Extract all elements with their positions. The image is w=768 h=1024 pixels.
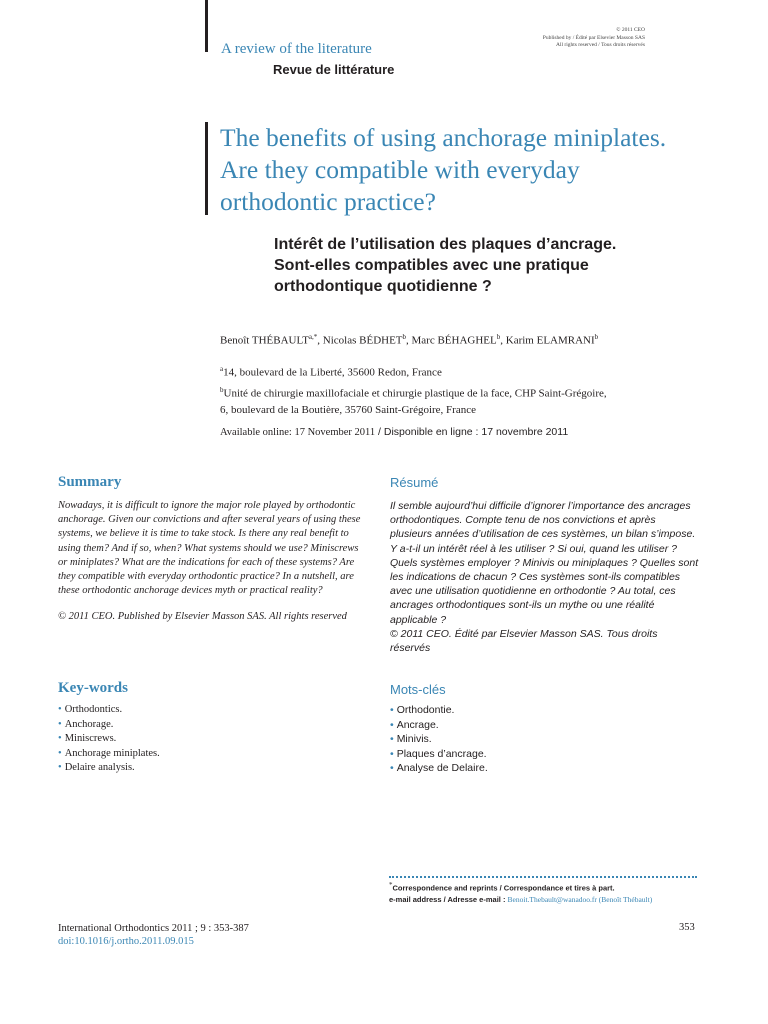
keyword-item (58, 761, 160, 776)
author-name: Karim ELAMRANI (505, 334, 595, 347)
keyword-item (390, 703, 488, 718)
available-online-en: Available online: 17 November 2011 (220, 427, 376, 438)
summary-text: Nowadays, it is difficult to ignore the major role played by orthodontic anchorage. Given our convictions and after several years of using these systems, we believe it is time to take stock. Is there any real benefit to using them? And if so, when? What systems should we use? Miniscrews or miniplates? What are the indications for each of these systems? Are they compatible with everyday orthodontic practice? In a nutshell, are these orthodontic anchorage devices myth or practical reality? (58, 500, 361, 597)
author-affiliation-mark: a,* (308, 333, 318, 341)
section-label-en: A review of the literature (221, 41, 372, 57)
journal-citation: International Orthodontics 2011 ; 9 : 353-387 (58, 923, 249, 934)
bullet-icon: • (390, 733, 394, 745)
title-en-line: Are they compatible with everyday (220, 155, 580, 184)
keyword-item (58, 732, 160, 747)
header-rule-title (205, 122, 208, 215)
keyword-text: Delaire analysis. (64, 762, 135, 773)
correspondence-email-line (389, 894, 652, 905)
bullet-icon: • (58, 747, 62, 759)
keyword-item (58, 747, 160, 762)
keyword-text: Ancrage. (396, 718, 439, 731)
email-label: e-mail address / Adresse e-mail : (389, 894, 508, 904)
author-separator: , (406, 334, 412, 347)
resume-text: Il semble aujourd’hui difficile d’ignorer l’importance des ancrages orthodontiques. Compte tenu de nos convictions et après plusieurs années d’utilisation de ces systèmes, un bilan s’impose. Y a-t-il un intérêt réel à les utiliser ? Si oui, quand les utiliser ? Quels systèmes employer ? Minivis ou miniplaques ? Quelles sont les indications de chacun ? Ces systèmes sont-ils compatibles avec une utilisation quotidienne en orthodontie ? Au total, ces ancrages orthodontiques sont-ils un mythe ou une réalité applicable ? (390, 500, 699, 626)
publisher-rights: All rights reserved / Tous droits réservés (555, 42, 645, 48)
keyword-text: Plaques d’ancrage. (396, 747, 487, 760)
summary-body (58, 499, 370, 625)
resume-copyright: © 2011 CEO. Édité par Elsevier Masson SAS. Tous droits réservés (390, 627, 658, 655)
publisher-copyright: © 2011 CEO (616, 27, 645, 33)
publisher-name: Published by / Édité par Elsevier Masson SAS (542, 34, 645, 41)
correspondence-text: Correspondence and reprints / Correspondance et tires à part. (392, 883, 615, 893)
page-number: 353 (679, 922, 695, 933)
keyword-text: Minivis. (396, 733, 432, 745)
article-title-en (220, 122, 740, 218)
author-separator: , (317, 334, 323, 347)
keyword-text: Anchorage. (64, 718, 114, 730)
keyword-item (390, 761, 488, 776)
section-label-fr: Revue de littérature (273, 62, 395, 77)
publisher-info (500, 27, 645, 50)
keywords-list-fr (390, 703, 488, 776)
affiliation-mark: b (220, 385, 224, 394)
footnote-star: * (389, 881, 393, 889)
keyword-text: Analyse de Delaire. (396, 762, 488, 774)
author-name: Benoît THÉBAULT (220, 334, 309, 347)
bullet-icon: • (390, 747, 394, 760)
resume-heading: Résumé (390, 475, 439, 490)
author-list (220, 333, 598, 347)
bullet-icon: • (58, 762, 62, 773)
title-en-line: orthodontic practice? (220, 187, 436, 216)
email-author-name: (Benoît Thébault) (596, 894, 653, 904)
keyword-item (390, 732, 488, 747)
keyword-text: Anchorage miniplates. (64, 747, 160, 759)
keyword-item (58, 703, 160, 718)
keyword-text: Miniscrews. (64, 733, 117, 744)
bullet-icon: • (390, 718, 394, 731)
bullet-icon: • (390, 762, 394, 774)
title-en-line: The benefits of using anchorage miniplates. (220, 123, 667, 152)
affiliation-b-address: 6, boulevard de la Boutière, 35760 Saint-Grégoire, France (220, 404, 476, 417)
correspondence-note (389, 880, 652, 905)
doi-link[interactable]: doi:10.1016/j.ortho.2011.09.015 (58, 936, 194, 947)
author-separator: , (500, 334, 506, 347)
affiliation-text: 14, boulevard de la Liberté, 35600 Redon, France (223, 366, 442, 379)
keyword-text: Orthodontics. (64, 704, 123, 715)
available-online (220, 426, 568, 438)
affiliations (220, 361, 607, 419)
affiliation-b (220, 382, 607, 403)
bullet-icon: • (58, 704, 62, 715)
summary-copyright: © 2011 CEO. Published by Elsevier Masson SAS. All rights reserved (58, 611, 347, 623)
keywords-heading-en: Key-words (58, 680, 128, 696)
article-title-fr (274, 234, 714, 297)
email-link[interactable]: Benoit.Thebault@wanadoo.fr (507, 894, 597, 904)
keywords-heading-fr: Mots-clés (390, 682, 446, 697)
affiliation-mark: a (220, 365, 224, 373)
footnote-divider (389, 876, 697, 878)
affiliation-text: Unité de chirurgie maxillofaciale et chirurgie plastique de la face, CHP Saint-Grégoire, (223, 387, 607, 400)
correspondence-label (389, 880, 652, 894)
author-name: Marc BÉHAGHEL (411, 334, 497, 347)
affiliation-a (220, 361, 607, 382)
keyword-text: Orthodontie. (396, 704, 455, 716)
author-affiliation-mark: b (496, 333, 501, 341)
bullet-icon: • (390, 704, 394, 716)
keyword-item (390, 747, 488, 762)
title-fr-line: orthodontique quotidienne ? (274, 278, 492, 295)
title-fr-line: Intérêt de l’utilisation des plaques d’ancrage. (274, 236, 617, 253)
keywords-list-en (58, 703, 160, 776)
bullet-icon: • (58, 733, 62, 744)
journal-footer (58, 922, 249, 948)
keyword-item (58, 718, 160, 733)
resume-body (390, 499, 700, 655)
author-affiliation-mark: b (402, 333, 407, 341)
title-fr-line: Sont-elles compatibles avec une pratique (274, 257, 589, 274)
summary-heading: Summary (58, 474, 122, 490)
author-affiliation-mark: b (594, 333, 599, 341)
bullet-icon: • (58, 718, 62, 730)
author-name: Nicolas BÉDHET (322, 334, 403, 347)
keyword-item (390, 718, 488, 733)
header-rule-top (205, 0, 208, 52)
available-online-fr: / Disponible en ligne : 17 novembre 2011 (375, 426, 569, 438)
